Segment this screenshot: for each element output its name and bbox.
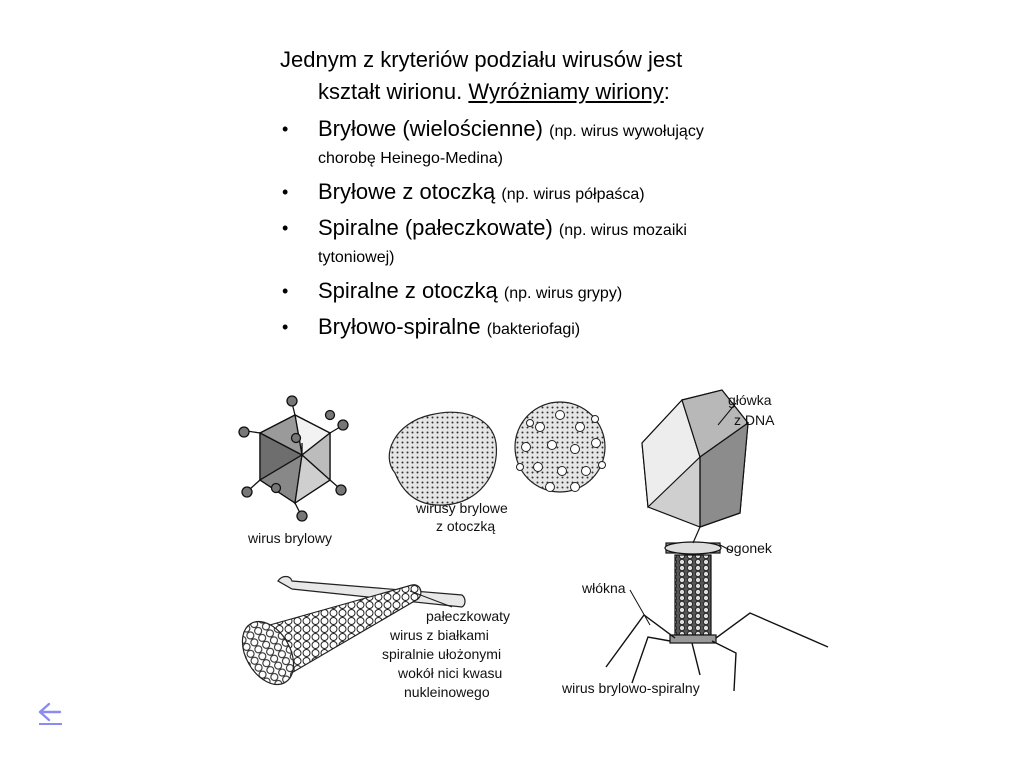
virion-type-label: Bryłowe z otoczką [318,179,496,204]
polyhedral-virus-drawing [239,396,348,521]
virion-type-example: (np. wirus półpaśca) [501,186,645,203]
list-item [280,314,750,341]
virus-shapes-illustration [230,385,838,710]
bullet-icon: • [282,281,289,301]
intro-link-text: Wyróżniamy wiriony [468,79,664,104]
enveloped-virus-label-1: wirusy brylowe [416,500,508,516]
back-button[interactable] [36,700,66,726]
arrow-left-icon [36,700,66,726]
virion-type-example: (np. wirus wywołujący chorobę Heinego-Medina) [318,123,704,167]
intro-paragraph [280,44,750,108]
enveloped-virus-drawing [389,412,496,505]
bullet-icon: • [282,317,289,337]
polyhedral-virus-label: wirus brylowy [248,530,333,546]
phage-fibers-label: włókna [582,580,626,596]
rod-virus-label-3: spiralnie ułożonymi [382,646,502,662]
virus-illustration-svg [230,385,838,710]
bullet-icon: • [282,218,289,238]
virion-type-list [280,116,750,341]
slide-text [280,44,750,350]
virion-type-label: Spiralne (pałeczkowate) [318,215,553,240]
virion-type-example: (np. wirus grypy) [503,285,623,302]
rod-virus-label-2: wirus z białkami [390,627,489,643]
enveloped-spiky-virus-drawing [515,402,606,492]
list-item [280,215,750,269]
rod-virus-label-1: pałeczkowaty [426,608,511,624]
virion-type-label: Bryłowe (wielościenne) [318,116,543,141]
virion-type-example: (bakteriofagi) [486,321,581,338]
phage-label: wirus brylowo-spiralny [562,680,700,696]
rod-virus-label-4: wokół nici kwasu [398,665,503,681]
virion-type-label: Bryłowo-spiralne [318,314,481,339]
bacteriophage-drawing [606,390,828,691]
virion-type-label: Spiralne z otoczką [318,278,498,303]
rod-virus-label-5: nukleinowego [404,684,490,700]
bullet-icon: • [282,119,289,139]
enveloped-virus-label-2: z otoczką [436,518,496,534]
intro-text: Jednym z kryteriów podziału wirusów jest kształt wirionu. [280,47,683,104]
virion-type-example: (np. wirus mozaiki tytoniowej) [318,222,687,266]
phage-tail-label: ogonek [726,540,772,556]
phage-head-label-2: z DNA [734,412,775,428]
list-item [280,278,750,305]
list-item [280,179,750,206]
list-item [280,116,750,170]
bullet-icon: • [282,182,289,202]
phage-head-label-1: główka [728,392,772,408]
intro-colon: : [663,79,670,104]
